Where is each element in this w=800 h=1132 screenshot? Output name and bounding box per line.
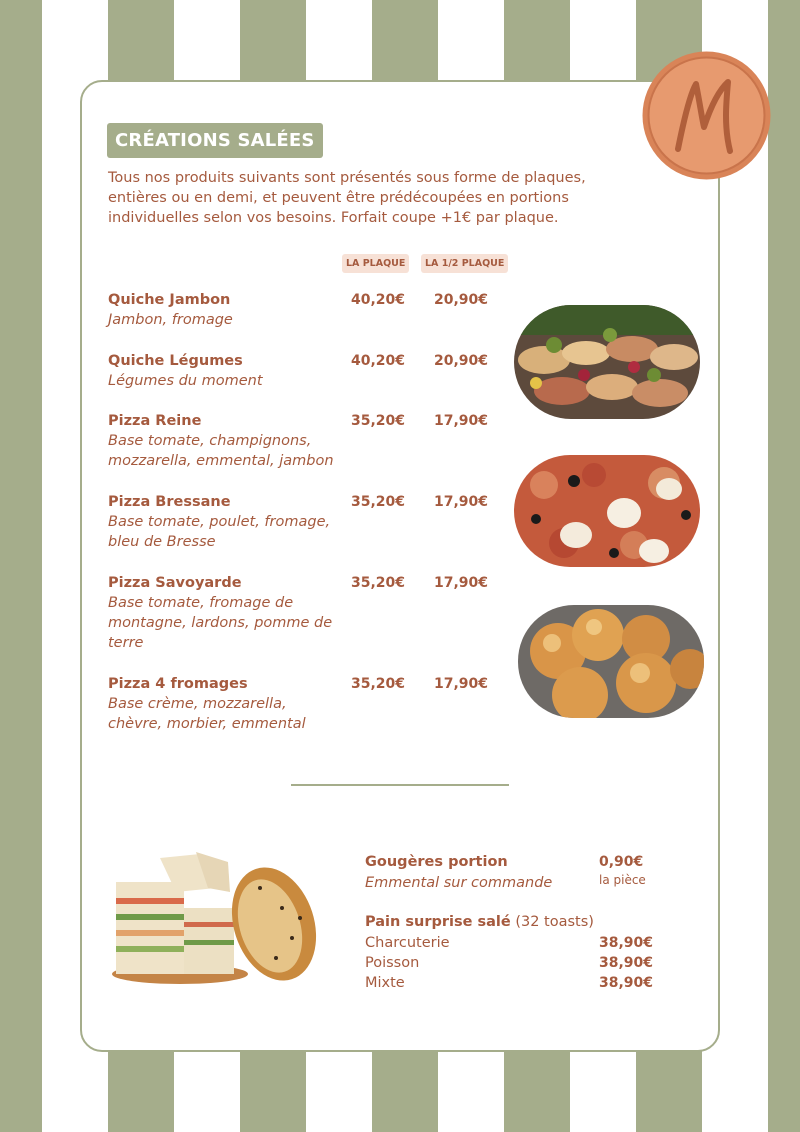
section-title-badge: CRÉATIONS SALÉES [107, 123, 323, 158]
item-price-half: 17,90€ [434, 413, 489, 429]
item-price-full: 35,20€ [351, 413, 406, 429]
item-desc: mozzarella, emmental, jambon [108, 453, 334, 469]
menu-item [108, 674, 348, 734]
item-desc: montagne, lardons, pomme de [108, 615, 333, 631]
item-desc: chèvre, morbier, emmental [108, 716, 306, 732]
column-header-full: LA PLAQUE [342, 254, 409, 273]
item-price-half: 17,90€ [434, 575, 489, 591]
quiche-photo [514, 305, 700, 419]
menu-item [108, 351, 348, 391]
item-desc: Jambon, fromage [108, 312, 233, 328]
intro-text: Tous nos produits suivants sont présentés sous forme de plaques, entières ou en demi, et peuvent être prédécoupées en portions individuelles selon vos besoins. Forfait coupe +1€ par plaque. [108, 170, 586, 226]
item-desc: terre [108, 635, 144, 651]
option-label: Poisson [365, 955, 420, 971]
item-name: Pizza 4 fromages [108, 676, 248, 692]
item-price-full: 40,20€ [351, 353, 406, 369]
option-label: Charcuterie [365, 935, 450, 951]
item-name: Quiche Légumes [108, 353, 243, 369]
menu-item [108, 573, 348, 653]
item-price-half: 17,90€ [434, 676, 489, 692]
menu-item [108, 492, 348, 552]
item-price-full: 40,20€ [351, 292, 406, 308]
item-name: Pizza Savoyarde [108, 575, 242, 591]
option-label: Mixte [365, 975, 405, 991]
column-header-half: LA 1/2 PLAQUE [421, 254, 508, 273]
gougeres-name: Gougères portion [365, 854, 508, 870]
item-price-full: 35,20€ [351, 676, 406, 692]
gougeres-price: 0,90€ [599, 854, 644, 870]
item-price-full: 35,20€ [351, 575, 406, 591]
item-price-half: 20,90€ [434, 292, 489, 308]
section-divider [291, 784, 509, 786]
pain-surprise-heading [365, 912, 594, 932]
item-desc: Légumes du moment [108, 373, 263, 389]
item-desc: Base tomate, fromage de [108, 595, 294, 611]
item-price-half: 17,90€ [434, 494, 489, 510]
item-desc: bleu de Bresse [108, 534, 216, 550]
menu-item [108, 411, 348, 471]
pizza-photo [514, 455, 700, 567]
item-desc: Base tomate, poulet, fromage, [108, 514, 331, 530]
pain-surprise-photo [110, 848, 320, 986]
item-name: Pizza Reine [108, 413, 202, 429]
option-price: 38,90€ [599, 935, 654, 951]
pain-surprise-name: Pain surprise salé [365, 914, 511, 930]
option-price: 38,90€ [599, 975, 654, 991]
item-desc: Base crème, mozzarella, [108, 696, 287, 712]
item-name: Quiche Jambon [108, 292, 231, 308]
gougeres-desc: Emmental sur commande [365, 875, 553, 891]
item-desc: Base tomate, champignons, [108, 433, 312, 449]
option-price: 38,90€ [599, 955, 654, 971]
pain-surprise-note: (32 toasts) [515, 914, 594, 930]
item-price-full: 35,20€ [351, 494, 406, 510]
monogram-seal-icon [640, 49, 773, 182]
item-price-half: 20,90€ [434, 353, 489, 369]
menu-item [108, 290, 348, 330]
gougeres-unit: la pièce [599, 873, 646, 887]
item-name: Pizza Bressane [108, 494, 231, 510]
gougeres-photo [518, 605, 704, 718]
